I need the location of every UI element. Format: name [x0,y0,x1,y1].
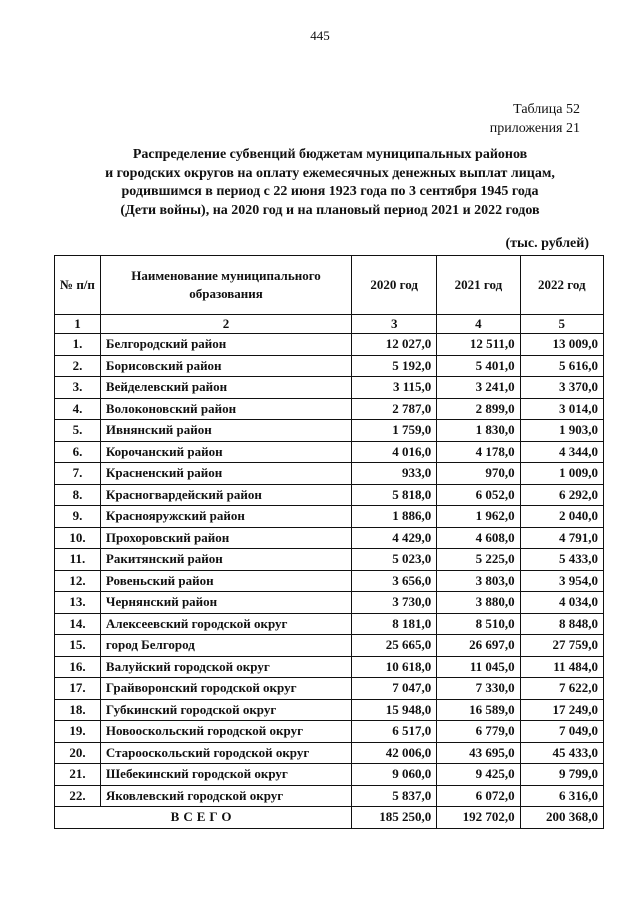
value-2020: 3 656,0 [352,570,437,592]
row-number: 10. [55,527,101,549]
header-name: Наименование муниципального образования [100,256,351,315]
appendix-reference [490,100,580,138]
table-row [55,334,604,356]
table-row [55,592,604,614]
value-2021: 11 045,0 [437,656,520,678]
page-number: 445 [310,28,330,43]
table-row [55,463,604,485]
municipality-name: Старооскольский городской округ [100,742,351,764]
table-row [55,613,604,635]
row-number: 17. [55,678,101,700]
column-index: 4 [437,315,520,334]
row-number: 14. [55,613,101,635]
municipality-name: Красненский район [100,463,351,485]
total-2022: 200 368,0 [520,807,603,829]
value-2020: 25 665,0 [352,635,437,657]
value-2021: 12 511,0 [437,334,520,356]
municipality-name: Борисовский район [100,355,351,377]
municipality-name: Ивнянский район [100,420,351,442]
municipality-name: Алексеевский городской округ [100,613,351,635]
appendix-number-label: приложения 21 [489,121,580,136]
table-row [55,441,604,463]
value-2020: 1 759,0 [352,420,437,442]
municipality-name: Вейделевский район [100,377,351,399]
value-2021: 1 962,0 [437,506,520,528]
value-2021: 2 899,0 [437,398,520,420]
table-row [55,377,604,399]
units-label: (тыс. рублей) [505,236,589,251]
title-line: и городских округов на оплату ежемесячных денежных выплат лицам, [105,165,555,181]
header-2020: 2020 год [352,256,437,315]
row-number: 2. [55,355,101,377]
table-row [55,721,604,743]
value-2020: 5 023,0 [352,549,437,571]
value-2020: 1 886,0 [352,506,437,528]
row-number: 19. [55,721,101,743]
row-number: 4. [55,398,101,420]
row-number: 5. [55,420,101,442]
value-2020: 15 948,0 [352,699,437,721]
municipality-name: Волоконовский район [100,398,351,420]
municipality-name: Краснояружский район [100,506,351,528]
row-number: 9. [55,506,101,528]
total-row [55,807,604,829]
value-2021: 970,0 [437,463,520,485]
header-row [55,256,604,315]
value-2022: 5 433,0 [520,549,603,571]
row-number: 16. [55,656,101,678]
value-2021: 16 589,0 [437,699,520,721]
value-2022: 2 040,0 [520,506,603,528]
value-2022: 8 848,0 [520,613,603,635]
total-2020: 185 250,0 [352,807,437,829]
value-2020: 12 027,0 [352,334,437,356]
total-label: ВСЕГО [55,807,352,829]
table-row [55,678,604,700]
table-row [55,355,604,377]
value-2022: 17 249,0 [520,699,603,721]
table-row [55,484,604,506]
subvention-table [54,255,604,829]
row-number: 22. [55,785,101,807]
value-2022: 4 034,0 [520,592,603,614]
row-number: 18. [55,699,101,721]
value-2020: 6 517,0 [352,721,437,743]
row-number: 15. [55,635,101,657]
document-title [70,146,590,220]
value-2022: 3 370,0 [520,377,603,399]
value-2021: 43 695,0 [437,742,520,764]
row-number: 3. [55,377,101,399]
value-2022: 9 799,0 [520,764,603,786]
value-2021: 3 241,0 [437,377,520,399]
value-2020: 10 618,0 [352,656,437,678]
value-2022: 4 791,0 [520,527,603,549]
value-2022: 27 759,0 [520,635,603,657]
row-number: 21. [55,764,101,786]
value-2022: 45 433,0 [520,742,603,764]
municipality-name: Корочанский район [100,441,351,463]
table-row [55,549,604,571]
value-2022: 7 622,0 [520,678,603,700]
value-2020: 3 115,0 [352,377,437,399]
value-2020: 9 060,0 [352,764,437,786]
municipality-name: Шебекинский городской округ [100,764,351,786]
row-number: 6. [55,441,101,463]
title-line: (Дети войны), на 2020 год и на плановый период 2021 и 2022 годов [120,202,540,218]
value-2020: 8 181,0 [352,613,437,635]
table-row [55,527,604,549]
value-2021: 8 510,0 [437,613,520,635]
municipality-name: Яковлевский городской округ [100,785,351,807]
value-2022: 4 344,0 [520,441,603,463]
column-index: 2 [100,315,351,334]
municipality-name: Грайворонский городской округ [100,678,351,700]
municipality-name: Губкинский городской округ [100,699,351,721]
title-line: родившимся в период с 22 июня 1923 года по 3 сентября 1945 года [121,184,539,199]
table-row [55,699,604,721]
table-number-label: Таблица 52 [513,102,580,117]
column-index: 1 [55,315,101,334]
value-2020: 5 818,0 [352,484,437,506]
municipality-name: Новооскольский городской округ [100,721,351,743]
value-2022: 3 014,0 [520,398,603,420]
value-2022: 13 009,0 [520,334,603,356]
table-row [55,764,604,786]
value-2022: 5 616,0 [520,355,603,377]
value-2022: 7 049,0 [520,721,603,743]
row-number: 12. [55,570,101,592]
row-number: 7. [55,463,101,485]
header-num: № п/п [55,256,101,315]
value-2021: 1 830,0 [437,420,520,442]
municipality-name: Валуйский городской округ [100,656,351,678]
value-2020: 2 787,0 [352,398,437,420]
value-2021: 6 052,0 [437,484,520,506]
row-number: 11. [55,549,101,571]
municipality-name: город Белгород [100,635,351,657]
column-index: 5 [520,315,603,334]
value-2020: 4 016,0 [352,441,437,463]
value-2022: 1 009,0 [520,463,603,485]
table-row [55,635,604,657]
table-row [55,420,604,442]
value-2022: 6 292,0 [520,484,603,506]
table-row [55,570,604,592]
value-2021: 6 779,0 [437,721,520,743]
value-2021: 3 880,0 [437,592,520,614]
value-2020: 42 006,0 [352,742,437,764]
row-number: 1. [55,334,101,356]
value-2022: 1 903,0 [520,420,603,442]
value-2020: 5 837,0 [352,785,437,807]
value-2020: 3 730,0 [352,592,437,614]
municipality-name: Красногвардейский район [100,484,351,506]
value-2022: 3 954,0 [520,570,603,592]
value-2021: 26 697,0 [437,635,520,657]
value-2021: 3 803,0 [437,570,520,592]
municipality-name: Ракитянский район [100,549,351,571]
value-2020: 4 429,0 [352,527,437,549]
value-2021: 7 330,0 [437,678,520,700]
municipality-name: Белгородский район [100,334,351,356]
title-line: Распределение субвенций бюджетам муниципальных районов [132,147,528,162]
column-index: 3 [352,315,437,334]
value-2022: 11 484,0 [520,656,603,678]
total-2021: 192 702,0 [437,807,520,829]
header-2021: 2021 год [437,256,520,315]
row-number: 8. [55,484,101,506]
value-2022: 6 316,0 [520,785,603,807]
table-row [55,398,604,420]
value-2021: 4 608,0 [437,527,520,549]
value-2021: 6 072,0 [437,785,520,807]
value-2021: 4 178,0 [437,441,520,463]
value-2021: 5 401,0 [437,355,520,377]
value-2021: 9 425,0 [437,764,520,786]
municipality-name: Прохоровский район [100,527,351,549]
column-index-row [55,315,604,334]
table-row [55,506,604,528]
municipality-name: Ровеньский район [100,570,351,592]
value-2021: 5 225,0 [437,549,520,571]
table-row [55,742,604,764]
value-2020: 933,0 [352,463,437,485]
row-number: 13. [55,592,101,614]
value-2020: 7 047,0 [352,678,437,700]
table-row [55,785,604,807]
table-row [55,656,604,678]
value-2020: 5 192,0 [352,355,437,377]
municipality-name: Чернянский район [100,592,351,614]
header-2022: 2022 год [520,256,603,315]
row-number: 20. [55,742,101,764]
